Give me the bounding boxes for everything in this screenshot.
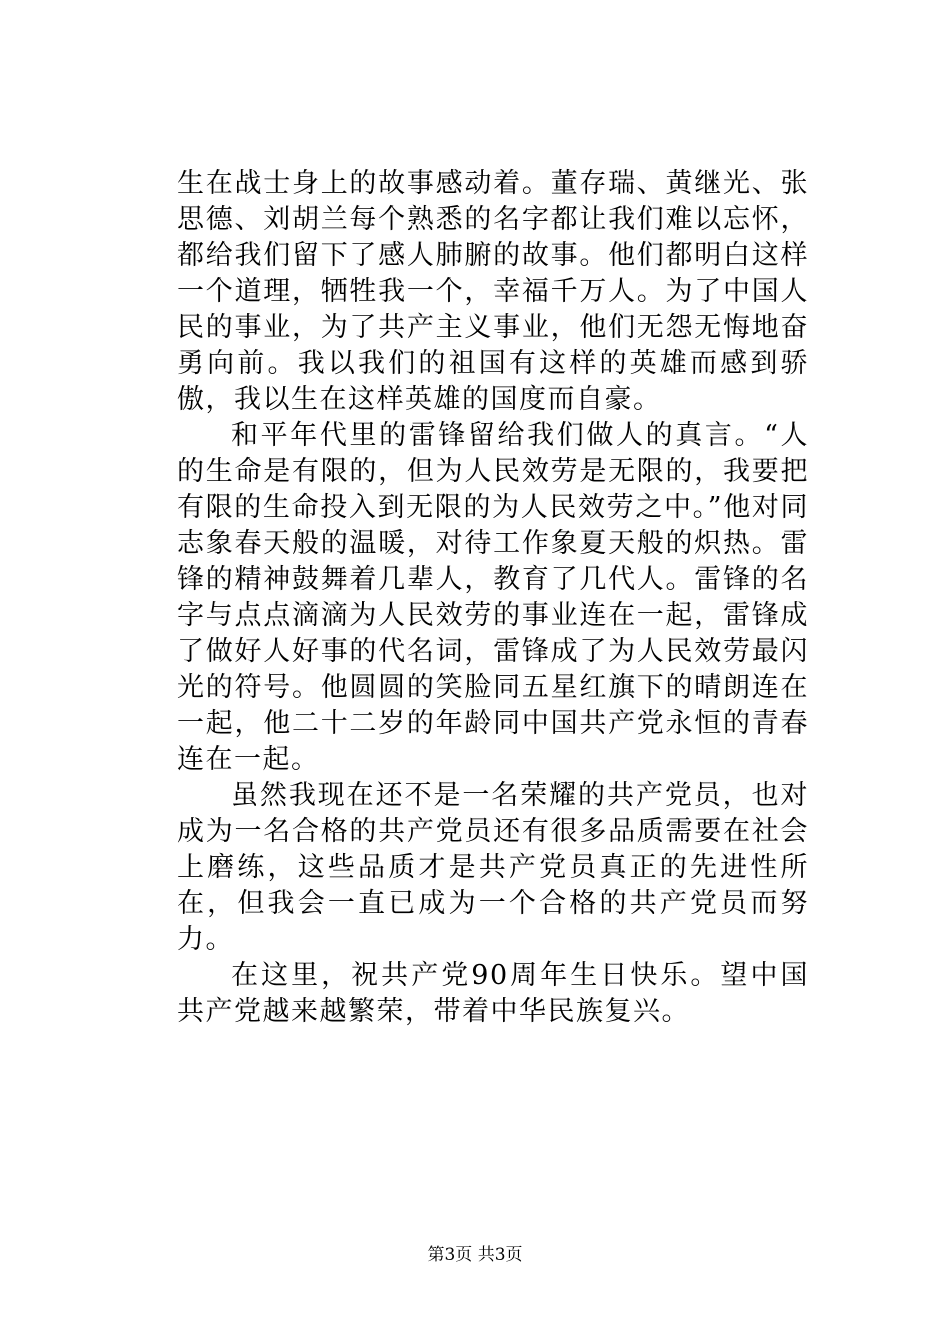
paragraph-1: 生在战士身上的故事感动着。董存瑞、黄继光、张思德、刘胡兰每个熟悉的名字都让我们难以忘怀，都给我们留下了感人肺腑的故事。他们都明白这样一个道理，牺牲我一个，幸福千万人。为了中国人民的事业，为了共产主义事业，他们无怨无悔地奋勇向前。我以我们的祖国有这样的英雄而感到骄傲，我以生在这样英雄的国度而自豪。 [177, 168, 809, 415]
paragraph-2: 和平年代里的雷锋留给我们做人的真言。“人的生命是有限的，但为人民效劳是无限的，我要把有限的生命投入到无限的为人民效劳之中。”他对同志象春天般的温暖，对待工作象夏天般的炽热。雷锋的精神鼓舞着几辈人，教育了几代人。雷锋的名字与点点滴滴为人民效劳的事业连在一起，雷锋成了做好人好事的代名词，雷锋成了为人民效劳最闪光的符号。他圆圆的笑脸同五星红旗下的晴朗连在一起，他二十二岁的年龄同中国共产党永恒的青春连在一起。 [177, 420, 809, 775]
document-body [177, 166, 809, 1030]
page-footer [0, 1243, 950, 1267]
paragraph-4: 在这里，祝共产党90周年生日快乐。望中国共产党越来越繁荣，带着中华民族复兴。 [177, 960, 809, 1027]
page-number-label: 第3页 共3页 [427, 1245, 523, 1265]
paragraph-3: 虽然我现在还不是一名荣耀的共产党员，也对成为一名合格的共产党员还有很多品质需要在社会上磨练，这些品质才是共产党员真正的先进性所在，但我会一直已成为一个合格的共产党员而努力。 [177, 780, 809, 955]
